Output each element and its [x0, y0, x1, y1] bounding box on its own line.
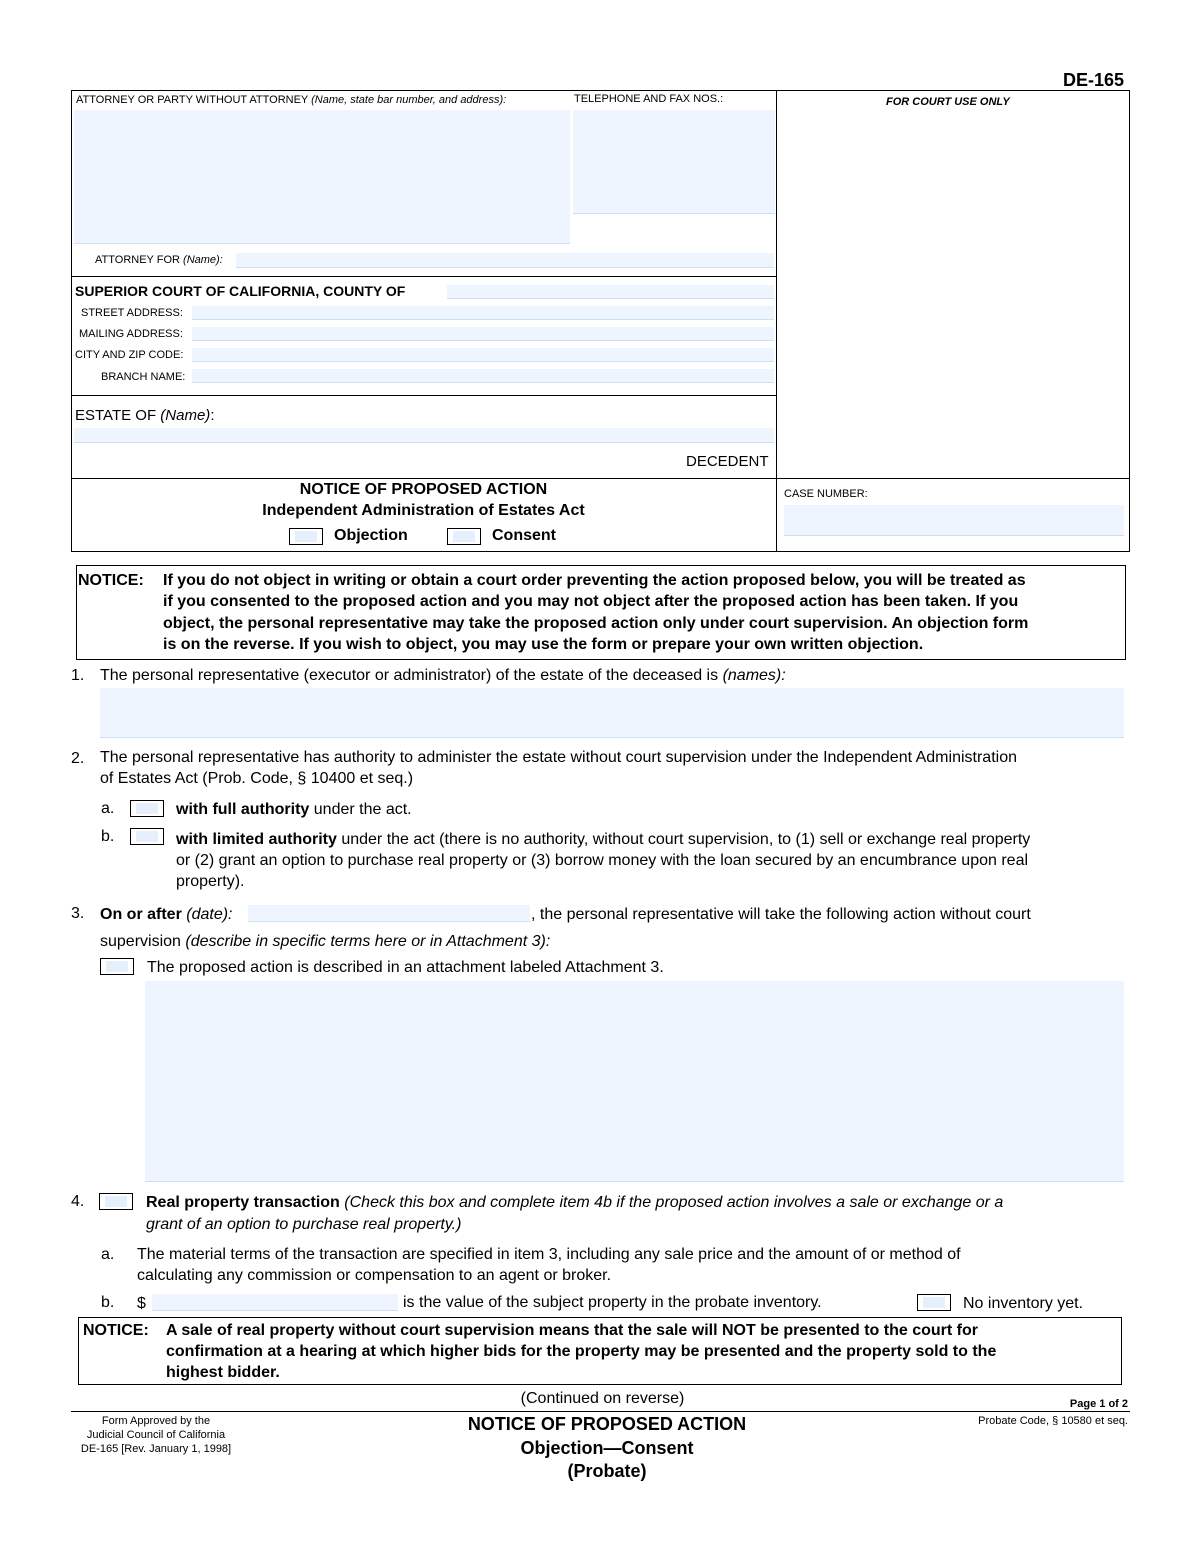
form-number: DE-165 [1063, 70, 1125, 90]
case-number-label: CASE NUMBER: [784, 488, 868, 500]
item-4-line2: grant of an option to purchase real property.) [146, 1216, 462, 1233]
street-address-field[interactable] [192, 306, 774, 320]
item-3-number: 3. [71, 905, 85, 922]
item-4a-line: The material terms of the transaction are specified in item 3, including any sale price and the amount of or method of [137, 1246, 961, 1263]
item-2-line: The personal representative has authority to administer the estate without court supervision under the Independent Administration [100, 749, 1017, 766]
item-3-lead: On or after (date): [100, 906, 233, 923]
item-4b-letter: b. [101, 1294, 115, 1311]
attorney-for-label: ATTORNEY FOR (Name): [95, 254, 223, 266]
notice-line: if you consented to the proposed action and you may not object after the proposed action has been taken. If you [163, 593, 1019, 610]
item-2b-line: property). [176, 873, 245, 890]
item-3-text: , the personal representative will take the following action without court [531, 906, 1031, 923]
item-2a-text: with full authority under the act. [176, 801, 412, 818]
proposed-action-description-field[interactable] [145, 981, 1124, 1182]
footer-title: NOTICE OF PROPOSED ACTION [467, 1414, 747, 1434]
item-4a-line: calculating any commission or compensation to an agent or broker. [137, 1267, 612, 1284]
item-2b-letter: b. [101, 828, 115, 845]
telephone-label: TELEPHONE AND FAX NOS.: [574, 93, 724, 105]
notice-line: is on the reverse. If you wish to object, you may use the form or prepare your own written objection. [163, 636, 924, 653]
consent-label: Consent [492, 527, 556, 544]
estate-of-label: ESTATE OF (Name): [75, 407, 215, 424]
attorney-for-field[interactable] [236, 253, 774, 268]
objection-checkbox[interactable] [289, 528, 323, 545]
attorney-name-address-field[interactable] [74, 110, 570, 244]
notice-line: object, the personal representative may take the proposed action only under court supervision. An objection form [163, 615, 1029, 632]
telephone-fax-field[interactable] [573, 110, 775, 214]
footer-subtitle: Objection—Consent [520, 1438, 694, 1458]
court-use-label: FOR COURT USE ONLY [886, 96, 1010, 108]
branch-name-label: BRANCH NAME: [101, 371, 186, 383]
notice-sale-lead: NOTICE: [83, 1322, 149, 1339]
county-field[interactable] [447, 285, 774, 299]
page-number: Page 1 of 2 [1069, 1398, 1128, 1410]
item-2-number: 2. [71, 750, 85, 767]
probate-code-reference: Probate Code, § 10580 et seq. [978, 1415, 1128, 1427]
notice-sale-line: highest bidder. [166, 1364, 280, 1381]
mailing-address-label: MAILING ADDRESS: [79, 328, 183, 340]
objection-label: Objection [334, 527, 408, 544]
action-date-field[interactable] [248, 905, 530, 922]
no-inventory-checkbox[interactable] [917, 1294, 951, 1311]
footer-probate: (Probate) [567, 1461, 647, 1481]
attachment-3-checkbox[interactable] [100, 958, 134, 975]
item-4b-text: is the value of the subject property in the probate inventory. [403, 1294, 822, 1311]
item-2b-line: or (2) grant an option to purchase real property or (3) borrow money with the loan secured by an encumbrance upon real [176, 852, 1029, 869]
full-authority-checkbox[interactable] [130, 800, 164, 817]
real-property-checkbox[interactable] [99, 1193, 133, 1210]
approval-line: DE-165 [Rev. January 1, 1998] [80, 1443, 232, 1455]
attachment-3-text: The proposed action is described in an attachment labeled Attachment 3. [147, 959, 664, 976]
item-2a-letter: a. [101, 800, 115, 817]
approval-line: Form Approved by the [101, 1415, 211, 1427]
city-zip-field[interactable] [192, 348, 774, 362]
item-4-text: Real property transaction (Check this box and complete item 4b if the proposed action involves a sale or exchange or a [146, 1194, 1004, 1211]
item-4a-letter: a. [101, 1246, 115, 1263]
consent-checkbox[interactable] [447, 528, 481, 545]
case-number-field[interactable] [784, 505, 1124, 536]
item-1-number: 1. [71, 667, 85, 684]
caption-subtitle: Independent Administration of Estates Act [262, 502, 585, 519]
street-address-label: STREET ADDRESS: [81, 307, 183, 319]
notice-line: If you do not object in writing or obtain a court order preventing the action proposed below, you will be treated as [163, 572, 1026, 589]
attorney-label: ATTORNEY OR PARTY WITHOUT ATTORNEY (Name, state bar number, and address): [76, 94, 507, 106]
branch-name-field[interactable] [192, 369, 774, 383]
item-4-number: 4. [71, 1193, 85, 1210]
personal-representative-names-field[interactable] [100, 688, 1124, 738]
city-zip-label: CITY AND ZIP CODE: [75, 349, 184, 361]
estate-name-field[interactable] [74, 428, 774, 443]
approval-line: Judicial Council of California [86, 1429, 226, 1441]
notice-sale-line: A sale of real property without court supervision means that the sale will NOT be presented to the court for [166, 1322, 978, 1339]
item-2-line: of Estates Act (Prob. Code, § 10400 et seq.) [100, 770, 414, 787]
item-1-text: The personal representative (executor or administrator) of the estate of the deceased is (names): [100, 667, 786, 684]
notice-sale-line: confirmation at a hearing at which higher bids for the property may be presented and the property sold to the [166, 1343, 997, 1360]
dollar-sign: $ [137, 1295, 146, 1312]
caption-title: NOTICE OF PROPOSED ACTION [299, 481, 548, 498]
limited-authority-checkbox[interactable] [130, 828, 164, 845]
item-2b-text: with limited authority under the act (there is no authority, without court supervision, to (1) sell or exchange real property [176, 831, 1031, 848]
item-3-line2: supervision (describe in specific terms here or in Attachment 3): [100, 933, 551, 950]
no-inventory-label: No inventory yet. [963, 1295, 1084, 1312]
decedent-label: DECEDENT [686, 453, 769, 470]
notice-lead: NOTICE: [78, 572, 144, 589]
court-title: SUPERIOR COURT OF CALIFORNIA, COUNTY OF [75, 283, 406, 299]
continued-note: (Continued on reverse) [520, 1390, 685, 1407]
mailing-address-field[interactable] [192, 327, 774, 341]
property-value-field[interactable] [152, 1294, 398, 1311]
